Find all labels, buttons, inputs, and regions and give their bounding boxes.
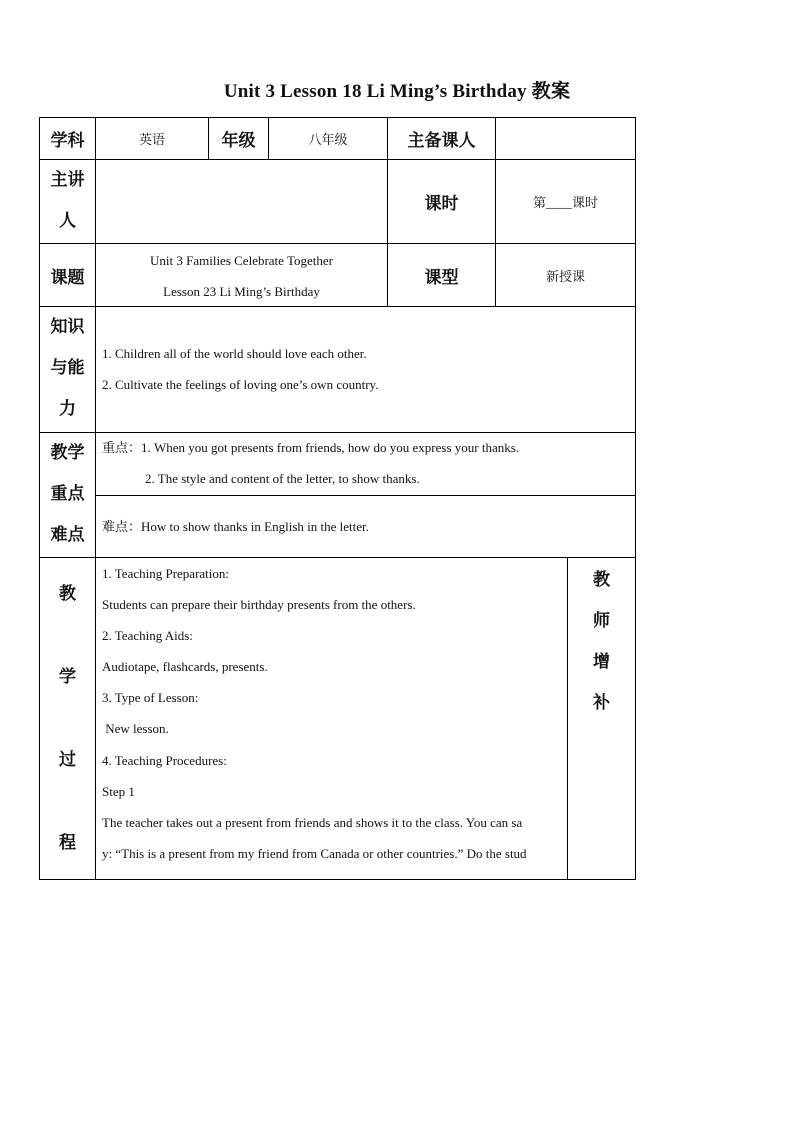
lecturer-value[interactable] — [96, 160, 387, 243]
page-title: Unit 3 Lesson 18 Li Ming’s Birthday 教案 — [223, 81, 571, 102]
process-line-2: Students can prepare their birthday presents from the others. — [102, 597, 416, 612]
knowledge-line-2: 2. Cultivate the feelings of loving one’s own country. — [102, 377, 379, 392]
process-line-4: Audiotape, flashcards, presents. — [102, 659, 268, 674]
process-line-6: New lesson. — [102, 721, 169, 736]
period-value: 第____课时 — [532, 195, 598, 210]
topic-value — [96, 244, 387, 306]
preparer-value[interactable] — [496, 118, 635, 159]
topic-line-1: Unit 3 Families Celebrate Together — [150, 253, 333, 268]
process-line-7: 4. Teaching Procedures: — [102, 753, 227, 768]
process-line-5: 3. Type of Lesson: — [102, 690, 199, 705]
process-line-1: 1. Teaching Preparation: — [102, 566, 230, 581]
lecturer-label: 主讲 人 — [50, 170, 85, 231]
knowledge-line-1: 1. Children all of the world should love each other. — [102, 346, 367, 361]
period-label: 课时 — [424, 194, 459, 214]
grade-label: 年级 — [221, 131, 256, 151]
type-label: 课型 — [424, 267, 459, 288]
subject-label: 学科 — [50, 131, 85, 151]
focus-line-2: 2. The style and content of the letter, to show thanks. — [145, 471, 420, 486]
focus-prefix: 重点： — [102, 440, 142, 455]
difficulty-prefix: 难点： — [102, 519, 142, 534]
subject-value: 英语 — [138, 132, 165, 147]
topic-label: 课题 — [50, 267, 85, 288]
teacher-supplement-label: 教 师 增 补 — [593, 570, 610, 713]
process-line-9: The teacher takes out a present from friends and shows it to the class. You can sa — [102, 815, 523, 830]
grade-value: 八年级 — [308, 132, 348, 147]
process-label: 教 学 过 程 — [59, 584, 76, 853]
difficulty-line: 难点：How to show thanks in English in the letter. — [102, 519, 369, 534]
key-points-label: 教学 重点 难点 — [50, 443, 85, 545]
process-line-10: y: “This is a present from my friend from Canada or other countries.” Do the stud — [102, 846, 527, 861]
topic-line-2: Lesson 23 Li Ming’s Birthday — [163, 284, 320, 299]
knowledge-label: 知识 与能 力 — [50, 317, 85, 419]
preparer-label: 主备课人 — [407, 131, 476, 151]
type-value: 新授课 — [545, 268, 585, 284]
process-line-8: Step 1 — [102, 784, 135, 799]
focus-line-1: 重点：1. When you got presents from friends, how do you express your thanks. — [102, 440, 520, 455]
process-line-3: 2. Teaching Aids: — [102, 628, 193, 643]
